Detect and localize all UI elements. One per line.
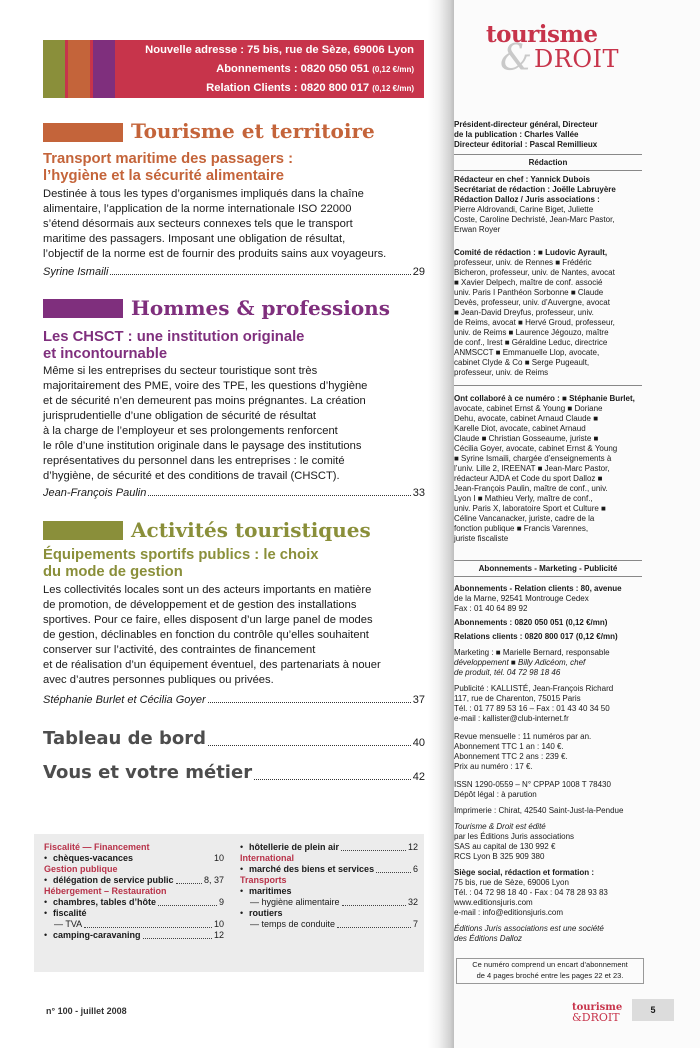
index-entry[interactable] [44,897,224,908]
committee-line: univ. de Reims ■ Laurence Jégouzo, maître [454,328,609,337]
pricing-info: Revue mensuelle : 11 numéros par an. Abonnement TTC 1 an : 140 €. Abonnement TTC 2 ans : 239 €. Prix au numéro : 17 €. [454,732,592,771]
contributor-line: Karelle Diot, avocate, cabinet Arnaud [454,424,586,433]
contributor-line: Dehu, avocate, cabinet Arnaud Claude ■ [454,414,599,423]
committee-line: ■ Xavier Delpech, maître de conf. associé [454,278,603,287]
masthead-direction: Président-directeur général, Directeur de la publication : Charles Vallée Directeur éditorial : Pascal Remillieux [454,120,598,149]
orange-swatch [68,40,90,98]
section-color-bar [43,521,123,540]
index-entry[interactable] [44,875,224,886]
contributor-line: avocate, cabinet Ernst & Young ■ Doriane [454,404,603,413]
printer-info: Imprimerie : Chirat, 42540 Saint-Just-la-Pendue [454,806,624,815]
index-leader [294,886,416,895]
index-page-ref: 9 [218,897,224,907]
article-title: Transport maritime des passagers : l’hygiène et la sécurité alimentaire [43,151,294,184]
index-entry-label: routiers [249,908,283,918]
committee-line: ANMSCCT ■ Emmanuelle Llop, avocate, [454,348,600,357]
index-category: International [240,853,295,863]
toc-entry-vous-et-votre-metier[interactable]: Vous et votre métier 42 [43,762,425,783]
index-leader [376,864,411,873]
index-page-ref: 12 [407,842,418,852]
author-name: Stéphanie Burlet et Cécilia Goyer [43,694,206,706]
bullet-icon: • [240,842,244,852]
committee-line: Comité de rédaction : ■ Ludovic Ayrault, [454,248,608,257]
article-byline [43,487,425,499]
index-column-left [44,842,224,941]
contributor-line: Cécilia Goyer, avocate, cabinet Ernst & Young [454,444,618,453]
olive-swatch [43,40,65,98]
bullet-icon: • [240,908,244,918]
issn-info: ISSN 1290-0559 – N° CPPAP 1008 T 78430 Dépôt légal : à parution [454,780,611,799]
headquarters-info: Siège social, rédaction et formation : 75 bis, rue de Sèze, 69006 Lyon Tél. : 04 72 98 18 40 - Fax : 04 78 28 93 83 www.editionsjuris.com e-mail : info@editionsjuris.com [454,868,642,918]
page-ref[interactable]: 29 [412,266,425,278]
committee-line: univ. Paris I Panthéon Sorbonne ■ Claude [454,288,604,297]
editorial-committee [454,248,642,378]
insert-note: Ce numéro comprend un encart d’abonnement de 4 pages broché entre les pages 22 et 23. [456,958,644,984]
index-entry-label: délégation de service public [53,875,174,885]
index-leader [176,875,202,884]
divider [454,170,642,171]
committee-line: cabinet Clyde & Co ■ Serge Pugeault, [454,358,590,367]
index-page-ref: 6 [412,864,418,874]
advertising-info: Publicité : KALLISTÉ, Jean-François Richard 117, rue de Charenton, 75015 Paris Tél. : 01 77 89 53 16 – Fax : 01 43 40 34 50 e-mail : kallister@club-internet.fr [454,684,642,724]
article-title: Équipements sportifs publics : le choix du mode de gestion [43,547,319,580]
footer-logo: tourisme &DROIT [572,1002,623,1024]
article-byline [43,266,425,278]
website-link[interactable]: www.editionsjuris.com [454,898,533,907]
index-column-right [240,842,418,930]
index-entry[interactable] [44,930,224,941]
section-color-bar [43,123,123,142]
page-number: 5 [632,999,674,1021]
contributor-line: l’univ. Lille 2, IREENAT ■ Jean-Marc Pastor, [454,464,610,473]
article-title: Les CHSCT : une institution originale et incontournable [43,329,305,362]
index-entry[interactable] [44,908,224,919]
banner-address: Nouvelle adresse : 75 bis, rue de Sèze, 69006 Lyon [145,44,414,56]
index-category: Fiscalité — Financement [44,842,150,852]
index-page-ref: 10 [213,853,224,863]
thematic-index [34,834,424,972]
subscriptions-info: Abonnements - Relation clients : 80, avenue de la Marne, 92541 Montrouge Cedex Fax : 01 40 64 89 92 [454,584,622,613]
publisher-info: Tourisme & Droit est édité par les Éditions Juris associations SAS au capital de 130 992 € RCS Lyon B 325 909 380 [454,822,575,861]
committee-line: ■ Jean-David Dreyfus, professeur, univ. [454,308,594,317]
committee-line: professeur, univ. de Rennes ■ Frédéric [454,258,592,267]
banner-subscriptions: Abonnements : 0820 050 051 (0,12 €/mn) [216,63,414,75]
index-entry-label: — hygiène alimentaire [250,897,340,907]
section-heading: Tourisme et territoire [131,119,375,143]
bullet-icon: • [44,853,48,863]
contributor-line: juriste fiscaliste [454,534,509,543]
toc-entry-tableau-de-bord[interactable]: Tableau de bord 40 [43,728,425,749]
advertising-email[interactable]: e-mail : kallister@club-internet.fr [454,714,569,723]
divider [454,385,642,386]
index-leader [89,908,222,917]
index-leader [342,897,406,906]
logo-droit: DROIT [534,45,619,73]
divider [454,154,642,155]
index-entry-label: chambres, tables d’hôte [53,897,157,907]
article-byline [43,694,425,706]
bullet-icon: • [44,875,48,885]
bullet-icon: • [44,897,48,907]
bullet-icon: • [240,886,244,896]
index-leader [84,919,212,928]
committee-line: Bicheron, professeur, univ. de Nantes, avocat [454,268,615,277]
index-entry-label: marché des biens et services [249,864,375,874]
page-ref[interactable]: 37 [412,694,425,706]
index-entry[interactable] [240,897,418,908]
committee-line: de conf., Irest ■ Géraldine Leduc, directrice [454,338,608,347]
index-entry[interactable] [240,842,418,853]
purple-swatch [93,40,115,98]
magazine-logo: tourisme [486,21,598,48]
abonnements-heading: Abonnements - Marketing - Publicité [478,564,618,573]
contact-banner [43,40,424,98]
index-entry-label: camping-caravaning [53,930,141,940]
index-entry[interactable] [44,919,224,930]
bullet-icon: • [44,930,48,940]
index-page-ref: 10 [213,919,224,929]
index-leader [285,908,416,917]
section-color-bar [43,299,123,318]
contributor-line: Claude ■ Christian Gosseaume, juriste ■ [454,434,599,443]
contributor-line: Lyon I ■ Mathieu Verly, maître de conf., [454,494,593,503]
index-leader [143,930,212,939]
index-entry[interactable] [240,864,418,875]
contributor-line: fonction publique ■ Francis Varennes, [454,524,589,533]
article-body: Même si les entreprises du secteur touristique sont très majoritairement des PME, voire des TPE, les questions d’hygiène et de sécurité n’en demeurent pas moins prégnantes. La création jurisprudentielle d’une obligation de sécurité de résultat à la charge de l’employeur et ses prolongements renforcent le rôle d’une institution originale dans le paysage des institutions représentatives du personnel dans les entreprises : le comité d’hygiène, de sécurité et des conditions de travail (CHSCT). [43,365,368,482]
index-leader [158,897,217,906]
section-heading: Activités touristiques [131,518,371,542]
contributor-line: rédacteur AJDA et Code du sport Dalloz ■ [454,474,603,483]
logo-ampersand: & [500,38,533,79]
index-category: Transports [240,875,287,885]
author-name: Syrine Ismaili [43,266,109,278]
company-info: Éditions Juris associations est une société des Éditions Dalloz [454,924,604,943]
contributor-line: ■ Syrine Ismaili, chargée d’enseignements à [454,454,612,463]
index-page-ref: 12 [213,930,224,940]
section-heading: Hommes & professions [131,296,390,320]
index-category: Gestion publique [44,864,118,874]
contributor-line: univ. Paris X, laboratoire Sport et Culture ■ [454,504,606,513]
index-leader [341,842,406,851]
article-body: Les collectivités locales sont un des acteurs importants en matière de promotion, de développement et de gestion des installations sportives. Pour ce faire, elles disposent d’un large panel de modes de gestion, déclinables en fonction du contrôle qu’elles souhaitent conserver sur l’activité, des contraintes de financement et de réalisation d’un équipement éventuel, des partenariats à nouer avec d’autres personnes publiques ou privées. [43,584,381,686]
index-category: Hébergement – Restauration [44,886,167,896]
index-entry[interactable] [44,853,224,864]
index-entry-label: hôtellerie de plein air [249,842,340,852]
subscription-phone: Abonnements : 0820 050 051 (0,12 €/mn) [454,618,608,627]
contact-email[interactable]: e-mail : info@editionsjuris.com [454,908,564,917]
index-entry-label: fiscalité [53,908,87,918]
bullet-icon: • [240,864,244,874]
marketing-info: Marketing : ■ Marielle Bernard, responsable développement ■ Billy Adicéom, chef de produit, tél. 04 72 98 18 46 [454,648,610,677]
index-entry-label: — TVA [54,919,83,929]
article-body: Destinée à tous les types d’organismes impliqués dans la chaîne alimentaire, l’application de la norme internationale ISO 22000 s’étend désormais aux secteurs connexes tels que le transport maritime des passagers. Imposant une obligation de résultat, l’objectif de la norme est de fournir des produits sains aux voyageurs. [43,188,387,260]
relations-phone: Relations clients : 0820 800 017 (0,12 €/mn) [454,632,618,641]
contributor-line: Jean-François Paulin, maître de conf., univ. [454,484,608,493]
committee-line: de Reims, avocat ■ Hervé Groud, professeur, [454,318,615,327]
index-entry[interactable] [240,908,418,919]
author-name: Jean-François Paulin [43,487,147,499]
redaction-heading: Rédaction [528,158,568,167]
masthead-redaction: Rédacteur en chef : Yannick Dubois Secrétariat de rédaction : Joëlle Labruyère Rédaction Dalloz / Juris associations : Pierre Aldrovandi, Carine Biget, Juliette Coste, Caroline Dechristé, Jean-Marc Pastor, Erwan Royer [454,175,616,234]
divider [454,576,642,577]
index-entry-label: chèques-vacances [53,853,134,863]
banner-client-relations: Relation Clients : 0820 800 017 (0,12 €/mn) [206,82,414,94]
index-page-ref: 32 [407,897,418,907]
index-page-ref: 8, 37 [203,875,224,885]
bullet-icon: • [44,908,48,918]
index-entry[interactable] [240,886,418,897]
issue-info: n° 100 - juillet 2008 [46,1006,127,1016]
committee-line: professeur, univ. de Reims [454,368,549,377]
contributor-line: Ont collaboré à ce numéro : ■ Stéphanie Burlet, [454,394,635,403]
index-page-ref: 7 [412,919,418,929]
divider [454,560,642,561]
contributors [454,394,642,544]
committee-line: Devès, professeur, univ. d’Auvergne, avocat [454,298,610,307]
index-entry-label: maritimes [249,886,292,896]
index-leader [337,919,411,928]
index-entry-label: — temps de conduite [250,919,336,929]
index-leader [135,853,212,862]
index-entry[interactable] [240,919,418,930]
page-gutter [428,0,454,1048]
page-ref[interactable]: 33 [412,487,425,499]
contributor-line: Céline Vancanacker, juriste, cadre de la [454,514,595,523]
